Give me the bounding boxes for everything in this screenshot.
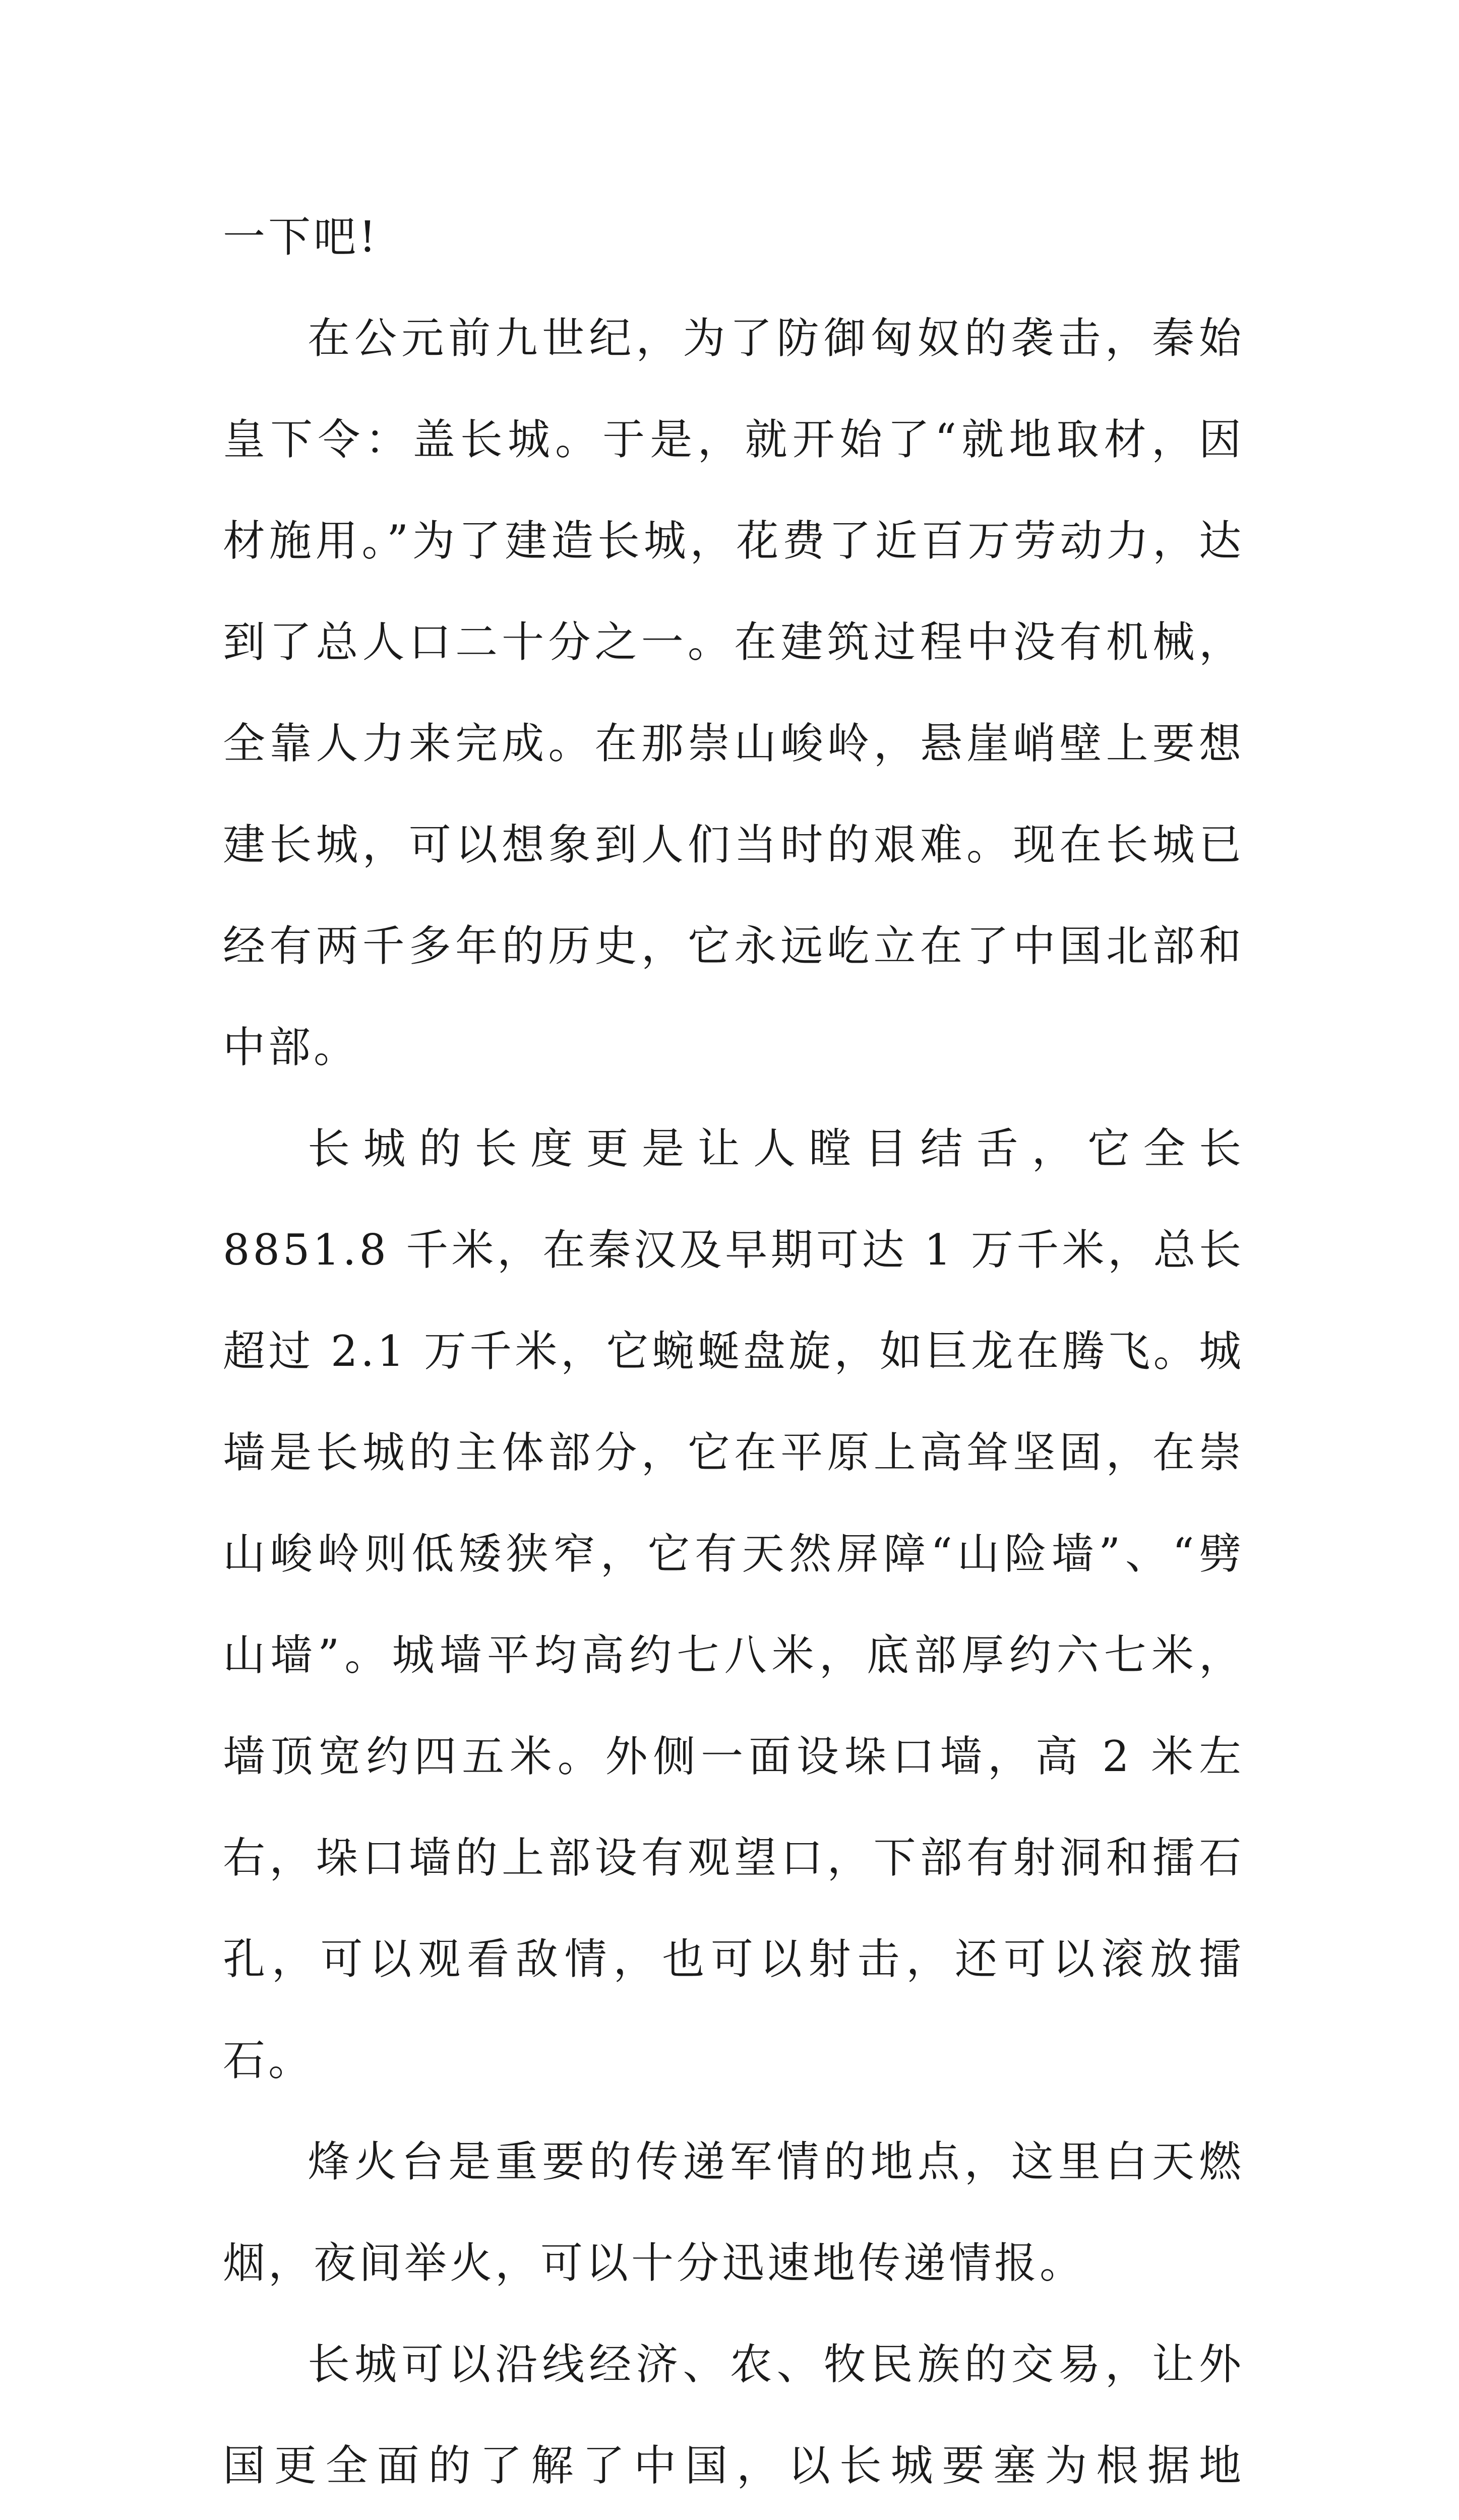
paragraph-history: 在公元前九世纪，为了防御匈奴的袭击，秦始皇下令：盖长城。于是，就开始了“就地取材，因材施用。”为了建造长城，花费了近百万劳动力，达到了总人口二十分之一。在建筑过程中没有机械，全靠人力来完成。在那崇山峻岭，悬崖峭壁上要想建长城，可以想象到人们当时的艰难。现在长城已经有两千多年的历史，它永远屹立在了中国北部和中部。: [223, 313, 1244, 1072]
paragraph-trade: 长城可以沿线经济、农、牧民族的交易，让外国更全面的了解了中国，以长城要塞为根据地: [223, 2340, 1244, 2490]
paragraph-continuation: 一下吧!: [223, 212, 379, 262]
paragraph-beacon-tower: 烽火台是重要的传递军情的地点，这里白天燃烟，夜间举火，可以十分迅速地传递情报。: [223, 2137, 1244, 2288]
document-body: [223, 186, 1244, 2520]
paragraph-length: 长城的长度更是让人瞠目结舌，它全长 8851.8 千米，在秦汉及早期可达 1 万千米，总长超过 2.1 万千米，它蜿蜒盘旋，如巨龙在腾飞。城墙是长城的主体部分，它在平原上高耸坚固，在崇山峻岭则低矮狭窄，它有天然屏障“山险墙”、“劈山墙”。城墙平均高约七八米，底部厚约六七米，墙顶宽约四五米。外侧一面设垛口墙，高 2 米左右，垛口墙的上部设有观望口，下部有射洞和擂石孔，可以观看敌情，也可以射击，还可以滚放擂石。: [223, 1124, 1244, 2085]
